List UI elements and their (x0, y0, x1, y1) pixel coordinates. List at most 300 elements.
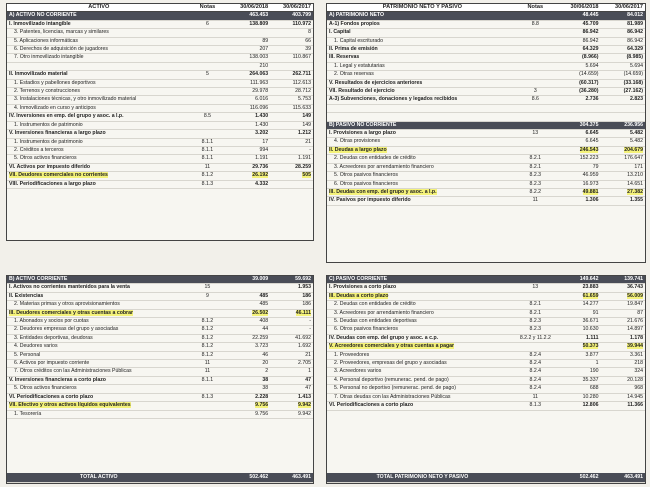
row-label: III. Deudores comerciales y otras cuentas a cobrar (7, 309, 191, 317)
note-ref: 15 (191, 284, 225, 292)
note-ref: 8.1.2 (191, 326, 225, 334)
row-label: 5. Personal no deportivo (remunerac. pend. de pago) (327, 385, 518, 393)
value-2018 (553, 113, 601, 121)
note-ref (518, 29, 553, 37)
value-2018: 210 (224, 62, 270, 70)
row-label: 7. Otras deudas con las Administraciones Públicas (327, 393, 518, 401)
row-label: VII. Deudores comerciales no corrientes (7, 172, 191, 180)
value-2017: 204.679 (600, 146, 645, 154)
column-header: Notas (518, 4, 553, 12)
row-label: 5. Otros activos financieros (7, 385, 191, 393)
value-2017: - (270, 146, 313, 154)
table-row (7, 79, 313, 87)
column-header-row (7, 4, 313, 12)
value-2017: (8.985) (600, 54, 645, 62)
value-2018: 20 (224, 360, 270, 368)
row-label: A-1) Fondos propios (327, 20, 518, 28)
row-label: 2. Deudas con entidades de crédito (327, 155, 518, 163)
column-header: 30/06/2017 (270, 4, 313, 12)
row-label: 2. Terrenos y construcciones (7, 88, 191, 96)
note-ref (518, 473, 553, 483)
value-2017: 39 (270, 46, 313, 54)
section-header-row (327, 276, 645, 284)
value-2017: 110.867 (270, 54, 313, 62)
value-2017: 1.178 (600, 334, 645, 342)
table-row (327, 138, 645, 146)
row-label: B) ACTIVO CORRIENTE (7, 276, 191, 284)
note-ref (518, 62, 553, 70)
note-ref: 8.2.4 (518, 376, 553, 384)
table-row (327, 54, 645, 62)
value-2018: 10.630 (553, 326, 601, 334)
table-row (327, 334, 645, 342)
table-row (327, 172, 645, 180)
row-label: 4. Otras provisiones (327, 138, 518, 146)
value-2018: 79 (553, 163, 601, 171)
value-2018: 6.645 (553, 130, 601, 138)
note-ref: 8.1.2 (191, 351, 225, 359)
value-2018: 91 (553, 309, 601, 317)
row-label: II. Deudas a largo plazo (327, 146, 518, 154)
value-2018: 46.959 (553, 172, 601, 180)
row-label: IV. Pasivos por impuesto diferido (327, 197, 518, 205)
value-2018: 207 (224, 46, 270, 54)
row-label: 4. Deudores varios (7, 343, 191, 351)
table-row (7, 20, 313, 28)
table-row (7, 368, 313, 376)
row-label: A) PATRIMONIO NETO (327, 12, 518, 20)
value-2017: 5.753 (270, 96, 313, 104)
row-label: V. Resultados de ejercicios anteriores (327, 79, 518, 87)
value-2018: 5.694 (553, 62, 601, 70)
value-2018: 502.462 (224, 473, 270, 483)
row-label: 4. Inmovilizado en curso y anticipos (7, 104, 191, 112)
row-label: 1. Estadios y pabellones deportivos (7, 79, 191, 87)
note-ref: 8.2.3 (518, 318, 553, 326)
table-row (327, 376, 645, 384)
value-2017: 11.366 (600, 402, 645, 410)
column-header: 30/06/2017 (600, 4, 645, 12)
row-label (7, 62, 191, 70)
table-row (327, 292, 645, 300)
note-ref: 8.2.3 (518, 180, 553, 188)
value-2018: 463.453 (224, 12, 270, 20)
value-2018: 994 (224, 146, 270, 154)
note-ref (191, 276, 225, 284)
value-2018: 111.963 (224, 79, 270, 87)
value-2018: 2.228 (224, 393, 270, 401)
row-label: 1. Instrumentos de patrimonio (7, 138, 191, 146)
column-header: 30/06/2018 (224, 4, 270, 12)
row-label: 6. Otros pasivos financieros (327, 326, 518, 334)
row-label: 6. Otros pasivos financieros (327, 180, 518, 188)
column-header: PATRIMONIO NETO Y PASIVO (327, 4, 518, 12)
note-ref: 8.1.1 (191, 146, 225, 154)
value-2018: 190 (553, 368, 601, 376)
value-2018: 688 (553, 385, 601, 393)
value-2017: (27.162) (600, 88, 645, 96)
value-2017: 176.647 (600, 155, 645, 163)
note-ref: 8.1.1 (191, 155, 225, 163)
balance-table (327, 4, 645, 206)
note-ref: 9 (191, 292, 225, 300)
value-2017 (270, 62, 313, 70)
note-ref: 8.2.4 (518, 368, 553, 376)
table-row (327, 62, 645, 70)
value-2018: 304.375 (553, 121, 601, 129)
note-ref (191, 410, 225, 418)
note-ref: 8.8 (518, 20, 553, 28)
note-ref (518, 276, 553, 284)
note-ref (191, 104, 225, 112)
table-row (7, 360, 313, 368)
value-2017: 3.361 (600, 351, 645, 359)
value-2018: 38 (224, 376, 270, 384)
value-2018 (224, 29, 270, 37)
value-2018: 1.306 (553, 197, 601, 205)
table-row (327, 96, 645, 104)
panel-pasivo-corriente (326, 275, 646, 484)
value-2018: 116.096 (224, 104, 270, 112)
panel-patrimonio-y-pasivo-no-corriente (326, 3, 646, 263)
table-row (327, 351, 645, 359)
row-label: V. Acreedores comerciales y otras cuentas a pagar (327, 343, 518, 351)
value-2018: 50.373 (553, 343, 601, 351)
table-row (327, 79, 645, 87)
table-row (327, 113, 645, 121)
row-label: I. Activos no corrientes mantenidos para la venta (7, 284, 191, 292)
table-row (7, 54, 313, 62)
value-2018: 49.881 (553, 188, 601, 196)
table-row (7, 309, 313, 317)
note-ref: 13 (518, 284, 553, 292)
value-2017: 47 (270, 376, 313, 384)
table-row (7, 318, 313, 326)
value-2018: 485 (224, 301, 270, 309)
note-ref: 6 (191, 20, 225, 28)
note-ref (191, 12, 225, 20)
table-row (7, 96, 313, 104)
column-header: ACTIVO (7, 4, 191, 12)
note-ref: 8.2.4 (518, 351, 553, 359)
note-ref (518, 79, 553, 87)
table-row (7, 138, 313, 146)
table-row (327, 155, 645, 163)
note-ref (191, 130, 225, 138)
table-row (327, 197, 645, 205)
row-label: 1. Abonados y socios por cuotas (7, 318, 191, 326)
value-2017: 2.705 (270, 360, 313, 368)
note-ref (191, 37, 225, 45)
section-header-row (327, 121, 645, 129)
value-2017: 19.847 (600, 301, 645, 309)
value-2018: 6.016 (224, 96, 270, 104)
value-2017: 27.382 (600, 188, 645, 196)
note-ref (191, 473, 225, 483)
row-label: I. Provisiones a corto plazo (327, 284, 518, 292)
section-header-row (327, 12, 645, 20)
table-row (327, 29, 645, 37)
value-2017: 112.613 (270, 79, 313, 87)
table-row (327, 188, 645, 196)
value-2018: 138.809 (224, 20, 270, 28)
value-2017: 13.210 (600, 172, 645, 180)
note-ref (518, 343, 553, 351)
note-ref (518, 54, 553, 62)
table-row (327, 88, 645, 96)
section-header-row (7, 276, 313, 284)
row-label: 1. Instrumentos de patrimonio (7, 121, 191, 129)
value-2018: 29.978 (224, 88, 270, 96)
row-label: 2. Proveedores, empresas del grupo y asociadas (327, 360, 518, 368)
value-2018: 17 (224, 138, 270, 146)
value-2017: 5.694 (600, 62, 645, 70)
note-ref (191, 46, 225, 54)
note-ref (191, 62, 225, 70)
table-row (7, 180, 313, 188)
value-2018: 1.191 (224, 155, 270, 163)
value-2017: 9.942 (270, 410, 313, 418)
table-row (7, 334, 313, 342)
table-row (327, 20, 645, 28)
value-2017: 139.741 (600, 276, 645, 284)
value-2017 (600, 104, 645, 112)
panel-activo-no-corriente (6, 3, 314, 241)
value-2018: 3.877 (553, 351, 601, 359)
value-2018: 39.009 (224, 276, 270, 284)
note-ref: 13 (518, 130, 553, 138)
value-2017: 5.482 (600, 130, 645, 138)
value-2018: 26.192 (224, 172, 270, 180)
table-row (327, 301, 645, 309)
row-label: 2. Materias primas y otros aprovisionamientos (7, 301, 191, 309)
value-2018: 10.280 (553, 393, 601, 401)
value-2018: 89 (224, 37, 270, 45)
row-label: VII. Resultado del ejercicio (327, 88, 518, 96)
value-2018: 1 (553, 360, 601, 368)
table-row (7, 351, 313, 359)
table-row (7, 113, 313, 121)
value-2018: 86.942 (553, 29, 601, 37)
table-row (7, 172, 313, 180)
value-2017: 1.355 (600, 197, 645, 205)
row-label: VI. Periodificaciones a corto plazo (7, 393, 191, 401)
note-ref: 11 (518, 197, 553, 205)
value-2017: 8 (270, 29, 313, 37)
value-2017: 21 (270, 351, 313, 359)
value-2018: 16.973 (553, 180, 601, 188)
table-row (327, 309, 645, 317)
note-ref: 8.1.1 (191, 138, 225, 146)
row-label: 5. Otros pasivos financieros (327, 172, 518, 180)
table-row (327, 284, 645, 292)
row-label: 3. Acreedores por arrendamiento financiero (327, 163, 518, 171)
row-label: 2. Otras reservas (327, 71, 518, 79)
value-2017: 324 (600, 368, 645, 376)
note-ref: 8.1.2 (191, 343, 225, 351)
table-row (7, 37, 313, 45)
value-2017: 186 (270, 292, 313, 300)
value-2017: 20.128 (600, 376, 645, 384)
value-2018: 149.642 (553, 276, 601, 284)
row-label: A) ACTIVO NO CORRIENTE (7, 12, 191, 20)
note-ref: 8.2.3 (518, 172, 553, 180)
row-label: VIII. Periodificaciones a largo plazo (7, 180, 191, 188)
row-label: TOTAL ACTIVO (7, 473, 191, 483)
value-2017: - (270, 326, 313, 334)
value-2018: (14.659) (553, 71, 601, 79)
value-2018: 48.445 (553, 12, 601, 20)
value-2017: 968 (600, 385, 645, 393)
value-2017: (14.659) (600, 71, 645, 79)
balance-table (7, 276, 313, 419)
row-label: 3. Patentes, licencias, marcas y similares (7, 29, 191, 37)
value-2017: 149 (270, 121, 313, 129)
row-label: II. Existencias (7, 292, 191, 300)
note-ref: 8.2.4 (518, 360, 553, 368)
value-2017: 21.676 (600, 318, 645, 326)
row-label: 5. Personal (7, 351, 191, 359)
panel-activo-corriente (6, 275, 314, 484)
value-2018: 408 (224, 318, 270, 326)
value-2018: 152.223 (553, 155, 601, 163)
note-ref (191, 88, 225, 96)
value-2017: 86.942 (600, 29, 645, 37)
note-ref: 8.1.2 (191, 172, 225, 180)
total-table (7, 473, 313, 483)
row-label: 3. Instalaciones técnicas, y otro inmovilizado material (7, 96, 191, 104)
value-2017: 1.692 (270, 343, 313, 351)
row-label: 2. Créditos a terceros (7, 146, 191, 154)
row-label: I. Provisiones a largo plazo (327, 130, 518, 138)
value-2017: 39.944 (600, 343, 645, 351)
row-label: 5. Aplicaciones informáticas (7, 37, 191, 45)
row-label: 6. Activos por impuesto corriente (7, 360, 191, 368)
table-row (7, 393, 313, 401)
row-label: IV. Inversiones en emp. del grupo y asoc. a l.p. (7, 113, 191, 121)
row-label: I. Inmovilizado intangible (7, 20, 191, 28)
note-ref (518, 12, 553, 20)
value-2017 (270, 180, 313, 188)
value-2017: 5.482 (600, 138, 645, 146)
table-row (7, 376, 313, 384)
value-2017: 1.212 (270, 130, 313, 138)
table-row (7, 301, 313, 309)
value-2017: 84.012 (600, 12, 645, 20)
value-2018: 1.430 (224, 113, 270, 121)
value-2018: 9.756 (224, 410, 270, 418)
value-2017: 86.942 (600, 37, 645, 45)
value-2018: 502.462 (553, 473, 601, 483)
table-row (7, 326, 313, 334)
table-row (327, 104, 645, 112)
table-row (7, 130, 313, 138)
section-header-row (7, 12, 313, 20)
table-row (327, 385, 645, 393)
balance-table (7, 4, 313, 189)
value-2018: 38 (224, 385, 270, 393)
note-ref (518, 46, 553, 54)
note-ref: 8.1.3 (191, 180, 225, 188)
note-ref (518, 146, 553, 154)
note-ref: 5 (191, 71, 225, 79)
table-row (327, 37, 645, 45)
table-row (327, 343, 645, 351)
row-label: II. Prima de emisión (327, 46, 518, 54)
table-row (327, 360, 645, 368)
row-label: III. Deudas a corto plazo (327, 292, 518, 300)
row-label: 4. Personal deportivo (remunerac. pend. de pago) (327, 376, 518, 384)
value-2017: 218 (600, 360, 645, 368)
value-2017: 21 (270, 138, 313, 146)
note-ref: 8.2.1 (518, 309, 553, 317)
total-table (327, 473, 645, 483)
total-row (7, 473, 313, 483)
value-2018: 9.756 (224, 402, 270, 410)
table-row (327, 146, 645, 154)
table-row (7, 410, 313, 418)
table-row (7, 71, 313, 79)
value-2018: 46 (224, 351, 270, 359)
value-2018: 45.709 (553, 20, 601, 28)
table-row (327, 402, 645, 410)
note-ref: 8.2.1 (518, 155, 553, 163)
table-row (327, 130, 645, 138)
value-2018: 86.942 (553, 37, 601, 45)
value-2017: 36.743 (600, 284, 645, 292)
value-2017: 81.989 (600, 20, 645, 28)
table-row (327, 393, 645, 401)
note-ref (191, 301, 225, 309)
value-2017: 14.651 (600, 180, 645, 188)
note-ref: 8.1.3 (191, 393, 225, 401)
row-label: 1. Capital escriturado (327, 37, 518, 45)
table-row (7, 284, 313, 292)
row-label: 7. Otro inmovilizado intangible (7, 54, 191, 62)
table-row (7, 402, 313, 410)
value-2018: 6.645 (553, 138, 601, 146)
row-label (327, 104, 518, 112)
row-label: V. Inversiones financieras a corto plazo (7, 376, 191, 384)
note-ref: 8.2.3 (518, 326, 553, 334)
row-label: I. Capital (327, 29, 518, 37)
value-2018 (224, 284, 270, 292)
row-label: 6. Derechos de adquisición de jugadores (7, 46, 191, 54)
note-ref: 8.2.1 (518, 163, 553, 171)
value-2017: 1.953 (270, 284, 313, 292)
note-ref: 8.6 (518, 96, 553, 104)
row-label: TOTAL PATRIMONIO NETO Y PASIVO (327, 473, 518, 483)
value-2018: 12.806 (553, 402, 601, 410)
note-ref (518, 113, 553, 121)
row-label: 7. Otros créditos con las Administraciones Públicas (7, 368, 191, 376)
table-row (327, 326, 645, 334)
table-row (7, 104, 313, 112)
note-ref: 8.5 (191, 113, 225, 121)
value-2017 (600, 113, 645, 121)
value-2017: 1.191 (270, 155, 313, 163)
value-2018: 3.723 (224, 343, 270, 351)
value-2017: 66 (270, 37, 313, 45)
value-2017: 149 (270, 113, 313, 121)
note-ref: 8.1.1 (191, 376, 225, 384)
value-2017: 64.329 (600, 46, 645, 54)
note-ref (191, 385, 225, 393)
note-ref: 8.2.1 (518, 301, 553, 309)
value-2018: 2.736 (553, 96, 601, 104)
note-ref (191, 29, 225, 37)
value-2017: 186 (270, 301, 313, 309)
